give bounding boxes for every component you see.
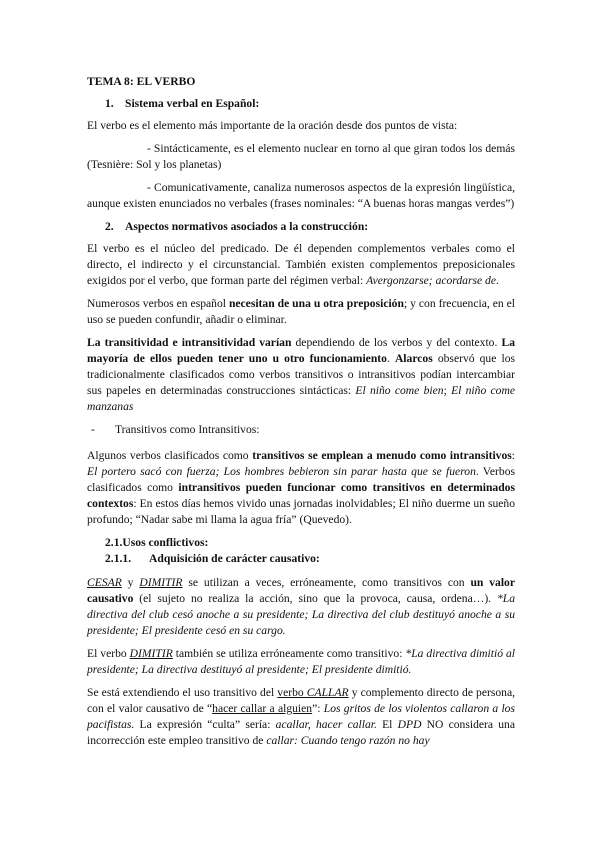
paragraph	[87, 296, 515, 328]
text-run: El	[376, 718, 398, 731]
text-run: también se utiliza erróneamente como transitivo:	[172, 647, 406, 660]
text-run: y complemento directo de persona, con el valor causativo de “	[87, 686, 516, 715]
section-1-heading	[87, 96, 515, 112]
text-run: Se está extendiendo el uso transitivo del	[87, 686, 278, 699]
verb-term: CALLAR	[306, 686, 349, 699]
text-run: ;	[443, 384, 452, 397]
text-run: ”:	[312, 702, 324, 715]
example-text: acallar, hacer callar.	[275, 718, 377, 731]
document-title: TEMA 8: EL VERBO	[87, 75, 196, 88]
section-2-heading	[87, 219, 515, 235]
paragraph: El verbo es el elemento más importante de la oración desde dos puntos de vista:	[87, 119, 458, 132]
paragraph	[87, 575, 515, 639]
text-run: : En estos días hemos vivido unas jornadas inolvidables; El niño duerme un sueño profundo; “Nadar sabe mi llama la agua fría” (Quevedo).	[87, 497, 515, 526]
paragraph: - Comunicativamente, canaliza numerosos aspectos de la expresión lingüística, aunque existen enunciados no verbales (frases nominales: “A buenas horas mangas verdes”)	[87, 181, 515, 210]
underlined-text: verbo	[277, 686, 307, 699]
text-run: . Verbos clasificados como	[87, 465, 515, 494]
text-run: El verbo	[87, 647, 130, 660]
paragraph	[87, 335, 515, 415]
text-run: observó que los tradicionalmente clasificados como verbos transitivos o intransitivos podían intercambiar sus papeles en determinadas construcciones sintácticas:	[87, 352, 516, 397]
bullet-dash: -	[91, 423, 95, 436]
text-run: (el sujeto no realiza la acción, sino que la provoca, causa, ordena…).	[133, 592, 497, 605]
example-text: El niño come bien	[355, 384, 444, 397]
text-run: ; y con frecuencia, en el uso se pueden confundir, añadir o eliminar.	[87, 297, 515, 326]
text-run: .	[496, 274, 499, 287]
section-number: 1.	[105, 97, 114, 110]
paragraph	[87, 685, 515, 749]
text-run: El verbo es el núcleo del predicado. De él dependen complementos verbales como el directo, el indirecto y el circunstancial. También existen complementos preposicionales exigidos por el verbo, que forman parte del régimen verbal:	[87, 242, 515, 287]
emphasis-text: transitivos se emplean a menudo como intransitivos	[252, 449, 512, 462]
emphasis-text: intransitivos pueden funcionar como transitivos en determinados contextos	[87, 481, 515, 510]
text-run: NO considera una incorrección este empleo transitivo de	[87, 718, 515, 747]
text-run: :	[511, 449, 515, 462]
emphasis-text: Alarcos	[394, 352, 433, 365]
example-text: Los gritos de los violentos callaron a los pacifistas.	[87, 702, 515, 731]
section-title: Adquisición de carácter causativo:	[149, 552, 320, 565]
text-run: La expresión “culta” sería:	[134, 718, 276, 731]
example-text: El portero sacó con fuerza; Los hombres bebieron sin parar hasta que se fueron	[87, 465, 476, 478]
example-text: El niño come manzanas	[87, 384, 515, 413]
underlined-text: hacer callar a alguien	[212, 702, 313, 715]
section-number: 2.1.1.	[105, 552, 132, 565]
example-text: *La directiva dimitió al presidente; La directiva destituyó al presidente; El presidente dimitió.	[87, 647, 515, 676]
verb-term: CESAR	[87, 576, 122, 589]
example-text: DPD	[397, 718, 422, 731]
paragraph: - Sintácticamente, es el elemento nuclear en torno al que giran todos los demás (Tesnière: Sol y los planetas)	[87, 142, 515, 171]
example-text: *La directiva del club cesó anoche a su presidente; La directiva del club destituyó anoche a su presidente; El presidente cesó en su cargo.	[87, 592, 515, 637]
section-title: Sistema verbal en Español:	[125, 97, 260, 110]
text-run: Numerosos verbos en español	[87, 297, 229, 310]
emphasis-text: necesitan de una u otra preposición	[228, 297, 404, 310]
subsubsection-heading	[105, 551, 515, 567]
example-text: callar: Cuando tengo razón no hay	[266, 734, 430, 747]
text-run: Algunos verbos clasificados como	[87, 449, 253, 462]
verb-term: DIMITIR	[129, 647, 173, 660]
text-run: dependiendo de los verbos y del contexto.	[291, 336, 502, 349]
paragraph	[87, 241, 515, 289]
paragraph	[87, 448, 515, 528]
emphasis-text: un valor causativo	[87, 576, 515, 605]
emphasis-text: La transitividad e intransitividad varían	[87, 336, 292, 349]
verb-term: DIMITIR	[139, 576, 183, 589]
section-number: 2.	[105, 220, 114, 233]
list-item	[91, 422, 515, 438]
text-run: .	[386, 352, 395, 365]
paragraph	[87, 646, 515, 678]
document-page	[87, 68, 515, 756]
section-title: Aspectos normativos asociados a la construcción:	[125, 220, 369, 233]
list-item-text: Transitivos como Intransitivos:	[115, 423, 260, 436]
text-run: se utilizan a veces, erróneamente, como transitivos con	[182, 576, 471, 589]
subsection-heading: 2.1.Usos conflictivos:	[105, 536, 209, 549]
emphasis-text: La mayoría de ellos pueden tener uno u otro funcionamiento	[87, 336, 515, 365]
text-run: y	[121, 576, 140, 589]
example-text: Avergonzarse; acordarse de	[366, 274, 496, 287]
